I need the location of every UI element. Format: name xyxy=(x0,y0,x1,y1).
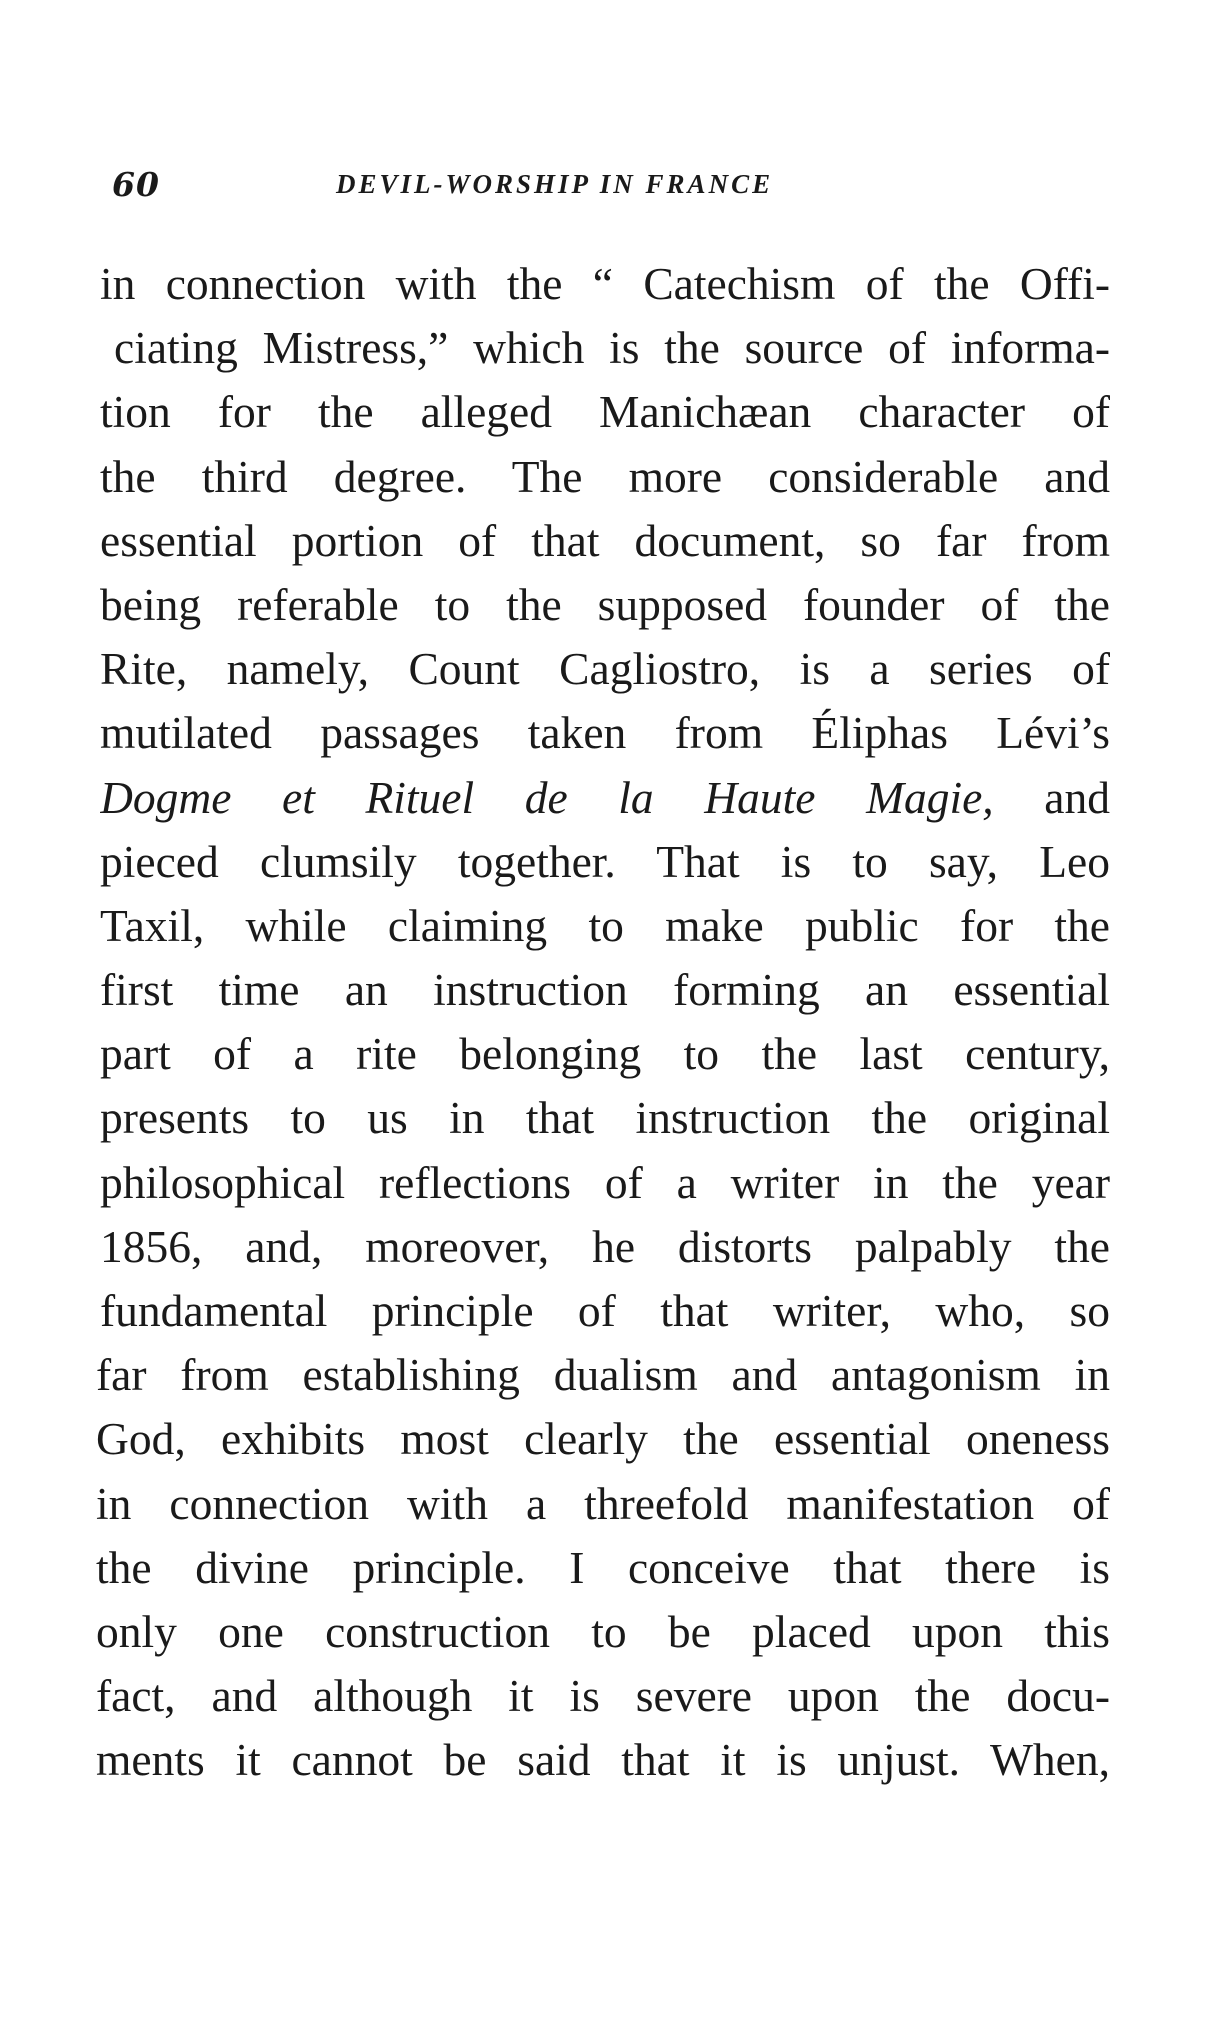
text-line: presents to us in that instruction the original xyxy=(100,1092,1110,1144)
text-line: fundamental principle of that writer, who, so xyxy=(100,1285,1110,1336)
book-title: Dogme et Rituel de la Haute Magie, xyxy=(100,771,994,823)
text-line: fact, and although it is severe upon the docu- xyxy=(96,1670,1110,1722)
body-text xyxy=(96,252,1110,1793)
text-line: mutilated passages taken from Éliphas Lévi’s xyxy=(100,707,1110,759)
page-number: 60 xyxy=(112,165,160,204)
text-line: Rite, namely, Count Cagliostro, is a series of xyxy=(100,643,1110,695)
text-line: ciating Mistress,” which is the source of informa- xyxy=(114,322,1110,374)
text-line: God, exhibits most clearly the essential oneness xyxy=(96,1413,1110,1465)
running-head xyxy=(112,165,1112,215)
text-line: the third degree. The more considerable and xyxy=(100,450,1110,502)
text-line: only one construction to be placed upon this xyxy=(96,1605,1110,1657)
text-fragment: and xyxy=(1044,771,1110,823)
text-line: part of a rite belonging to the last century, xyxy=(100,1028,1110,1080)
running-title: DEVIL-WORSHIP IN FRANCE xyxy=(336,169,774,199)
text-line: first time an instruction forming an essential xyxy=(100,964,1110,1016)
text-line: essential portion of that document, so far from xyxy=(100,514,1110,566)
text-line: in connection with the “ Catechism of the Offi- xyxy=(100,258,1110,309)
text-line: pieced clumsily together. That is to say, Leo xyxy=(100,835,1110,887)
text-line: 1856, and, moreover, he distorts palpably the xyxy=(100,1220,1110,1272)
text-line: philosophical reflections of a writer in the year xyxy=(100,1156,1110,1208)
text-line: the divine principle. I conceive that there is xyxy=(96,1541,1110,1593)
text-line: being referable to the supposed founder of the xyxy=(100,578,1110,630)
text-line: tion for the alleged Manichæan character of xyxy=(100,386,1110,438)
text-line: Taxil, while claiming to make public for the xyxy=(100,899,1110,951)
text-line: far from establishing dualism and antagonism in xyxy=(96,1349,1110,1401)
text-line-italic-title xyxy=(100,766,1110,830)
text-line: ments it cannot be said that it is unjust. When, xyxy=(96,1734,1110,1786)
text-line: in connection with a threefold manifestation of xyxy=(96,1477,1110,1529)
